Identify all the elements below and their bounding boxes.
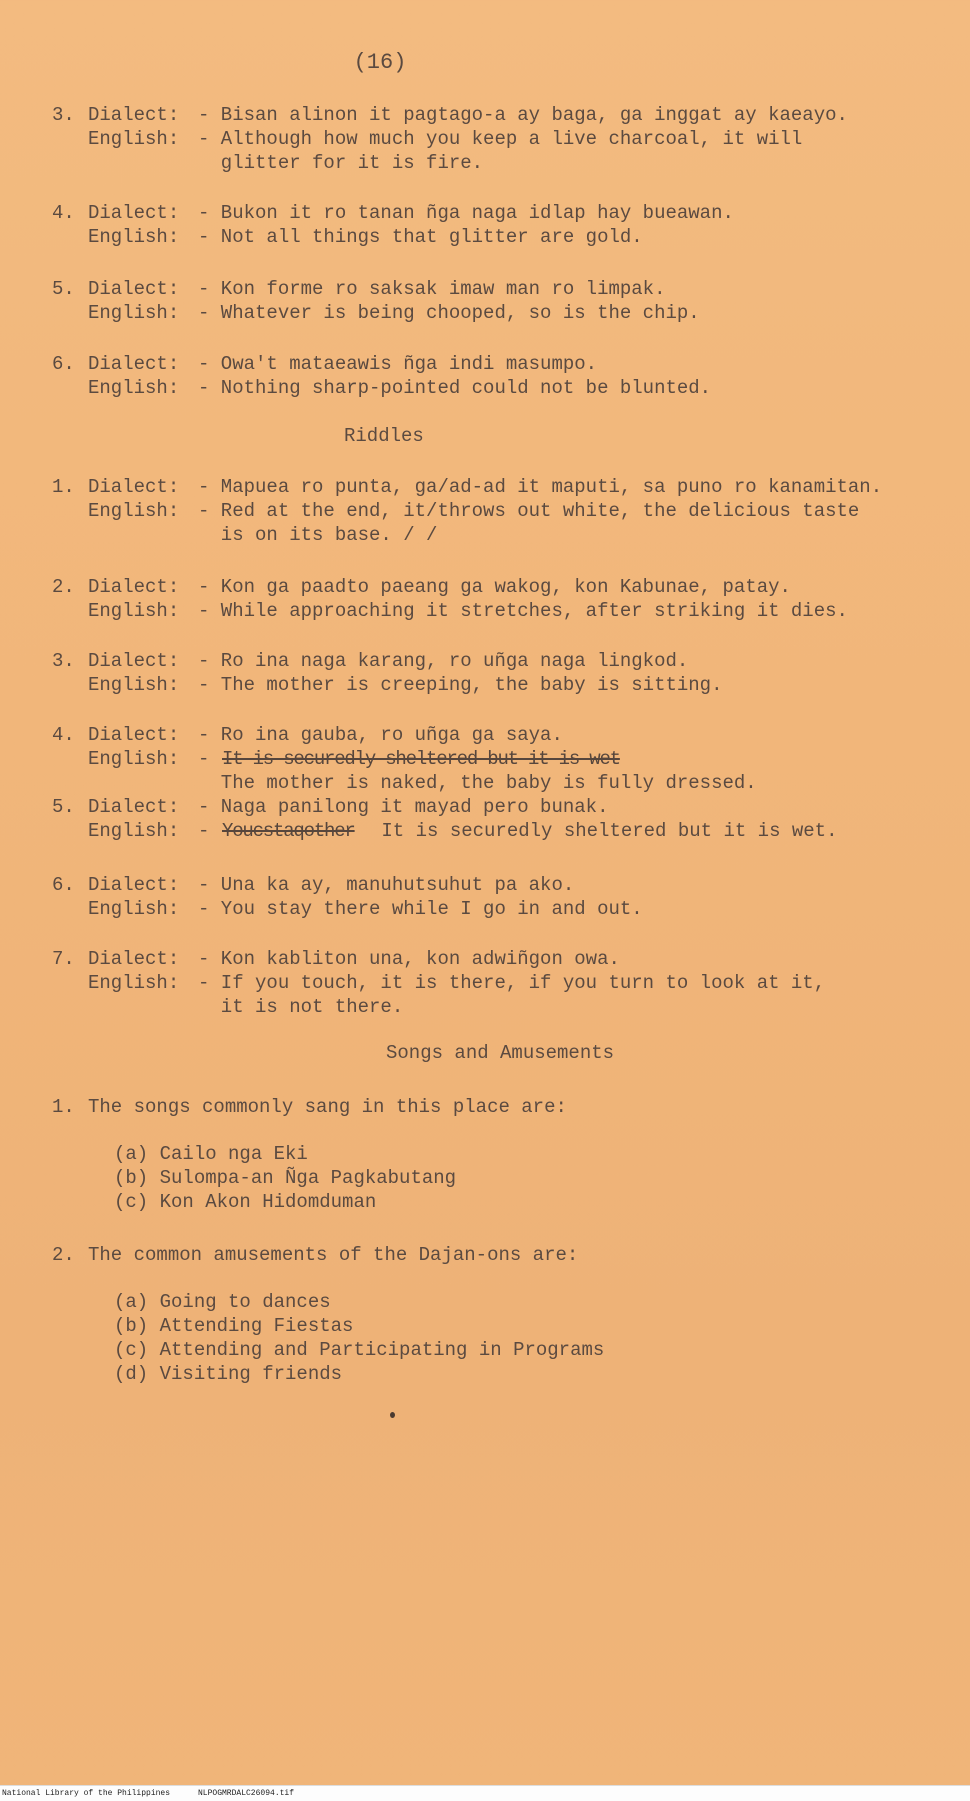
item-number: 2. [52, 576, 75, 598]
english-label: English: [88, 674, 180, 696]
songs-heading: Songs and Amusements [386, 1042, 615, 1064]
dialect-label: Dialect: [88, 948, 180, 970]
dialect-text: - Bukon it ro tanan ñga naga idlap hay bueawan. [198, 202, 734, 224]
struck-text: It is securedly sheltered but it is wet [222, 748, 620, 770]
item-number: 7. [52, 948, 75, 970]
dialect-text: - Kon kabliton una, kon adwiñgon owa. [198, 948, 620, 970]
dialect-label: Dialect: [88, 104, 180, 126]
amusement-item: (b) Attending Fiestas [114, 1315, 354, 1337]
english-label: English: [88, 377, 180, 399]
ink-dot [390, 1412, 395, 1418]
english-text: - If you touch, it is there, if you turn to look at it, [198, 972, 826, 994]
dialect-text: - Ro ina gauba, ro uñga ga saya. [198, 724, 563, 746]
english-text: - Not all things that glitter are gold. [198, 226, 643, 248]
english-text: - Red at the end, it/throws out white, the delicious taste [198, 500, 860, 522]
english-label: English: [88, 898, 180, 920]
song-item: (c) Kon Akon Hidomduman [114, 1191, 377, 1213]
footer-filename: NLPOGMRDALC26094.tif [198, 1789, 295, 1798]
dialect-text: - Ro ina naga karang, ro uñga naga lingkod. [198, 650, 689, 672]
dialect-label: Dialect: [88, 476, 180, 498]
dialect-label: Dialect: [88, 576, 180, 598]
item-number: 1. [52, 1096, 75, 1118]
english-text: glitter for it is fire. [198, 152, 484, 174]
item-number: 4. [52, 202, 75, 224]
song-item: (a) Cailo nga Eki [114, 1143, 308, 1165]
dialect-label: Dialect: [88, 874, 180, 896]
riddles-heading: Riddles [344, 425, 424, 447]
dialect-text: - Owa't mataeawis ñga indi masumpo. [198, 353, 598, 375]
item-number: 5. [52, 796, 75, 818]
dialect-label: Dialect: [88, 796, 180, 818]
item-number: 4. [52, 724, 75, 746]
struck-text: Youcstaqother [222, 820, 355, 842]
scan-footer [0, 1785, 970, 1801]
english-text: is on its base. / / [198, 524, 438, 546]
songs-intro: The songs commonly sang in this place are: [88, 1096, 567, 1118]
dialect-text: - Una ka ay, manuhutsuhut pa ako. [198, 874, 575, 896]
dialect-text: - Kon forme ro saksak imaw man ro limpak. [198, 278, 666, 300]
dialect-text: - Mapuea ro punta, ga/ad-ad it maputi, sa puno ro kanamitan. [198, 476, 883, 498]
english-text: - Whatever is being chooped, so is the chip. [198, 302, 700, 324]
dialect-label: Dialect: [88, 278, 180, 300]
item-number: 6. [52, 353, 75, 375]
english-label: English: [88, 128, 180, 150]
item-number: 5. [52, 278, 75, 300]
amusement-item: (d) Visiting friends [114, 1363, 343, 1385]
dialect-label: Dialect: [88, 202, 180, 224]
english-text: - While approaching it stretches, after striking it dies. [198, 600, 848, 622]
item-number: 1. [52, 476, 75, 498]
english-label: English: [88, 600, 180, 622]
english-label: English: [88, 500, 180, 522]
english-label: English: [88, 226, 180, 248]
footer-source: National Library of the Philippines [2, 1789, 171, 1798]
item-number: 3. [52, 650, 75, 672]
english-text: It is securedly sheltered but it is wet. [370, 820, 838, 842]
english-label: English: [88, 302, 180, 324]
dialect-label: Dialect: [88, 353, 180, 375]
item-number: 3. [52, 104, 75, 126]
english-text: The mother is naked, the baby is fully dressed. [198, 772, 757, 794]
amusement-item: (a) Going to dances [114, 1291, 331, 1313]
dialect-text: - Bisan alinon it pagtago-a ay baga, ga inggat ay kaeayo. [198, 104, 848, 126]
page-number: (16) [353, 50, 407, 75]
amusement-item: (c) Attending and Participating in Programs [114, 1339, 605, 1361]
english-text: - Although how much you keep a live charcoal, it will [198, 128, 803, 150]
english-text: - Nothing sharp-pointed could not be blunted. [198, 377, 712, 399]
document-page: (16) 3. Dialect: - Bisan alinon it pagtago-a ay baga, ga inggat ay kaeayo. English: - Although how much you keep a live charcoal, it will glitter for it is fire. 4. Dialect: - Bukon it ro tanan ñga naga idlap hay bueawan. English: - Not all things that glitter are gold. 5. Dialect: - Kon forme ro saksak imaw man ro limpak. English: - Whatever is being chooped, so is the chip. 6. Dialect: - Owa't mataeawis ñga indi masumpo. English: - Nothing sharp-pointed could not be blunted. Riddles 1. Dialect: - Mapuea ro punta, ga/ad-ad it maputi, sa puno ro kanamitan. English: - Red at the end, it/throws out white, the delicious taste is on its base. / / 2. Dialect: - Kon ga paadto paeang ga wakog, kon Kabunae, patay. English: - While approaching it stretches, after striking it dies. 3. Dialect: - Ro ina naga karang, ro uñga naga lingkod. English: - The mother is creeping, the baby is sitting. 4. Dialect: - Ro ina gauba, ro uñga ga saya. English: - It is securedly sheltered but it is wet The mother is naked, the baby is fully dressed. 5. Dialect: - Naga panilong it mayad pero bunak. English: - Youcstaqother It is securedly sheltered but it is wet. 6. Dialect: - Una ka ay, manuhutsuhut pa ako. English: - You stay there while I go in and out. 7. Dialect: - Kon kabliton una, kon adwiñgon owa. English: - If you touch, it is there, if you turn to look at it, it is not there. Songs and Amusements 1. The songs commonly sang in this place are: (a) Cailo nga Eki (b) Sulompa-an Ñga Pagkabutang (c) Kon Akon Hidomduman 2. The common amusements of the Dajan-ons are: (a) Going to dances (b) Attending Fiestas (c) Attending and Participating in Programs (d) Visiting friends [0, 0, 970, 1785]
item-number: 2. [52, 1244, 75, 1266]
english-label: English: [88, 820, 180, 842]
english-label: English: [88, 748, 180, 770]
dialect-text: - Naga panilong it mayad pero bunak. [198, 796, 609, 818]
amusements-intro: The common amusements of the Dajan-ons are: [88, 1244, 579, 1266]
dialect-text: - Kon ga paadto paeang ga wakog, kon Kabunae, patay. [198, 576, 791, 598]
item-number: 6. [52, 874, 75, 896]
english-text: - You stay there while I go in and out. [198, 898, 643, 920]
english-label: English: [88, 972, 180, 994]
english-text: it is not there. [198, 996, 404, 1018]
dialect-label: Dialect: [88, 650, 180, 672]
english-text: - The mother is creeping, the baby is sitting. [198, 674, 723, 696]
song-item: (b) Sulompa-an Ñga Pagkabutang [114, 1167, 457, 1189]
dialect-label: Dialect: [88, 724, 180, 746]
